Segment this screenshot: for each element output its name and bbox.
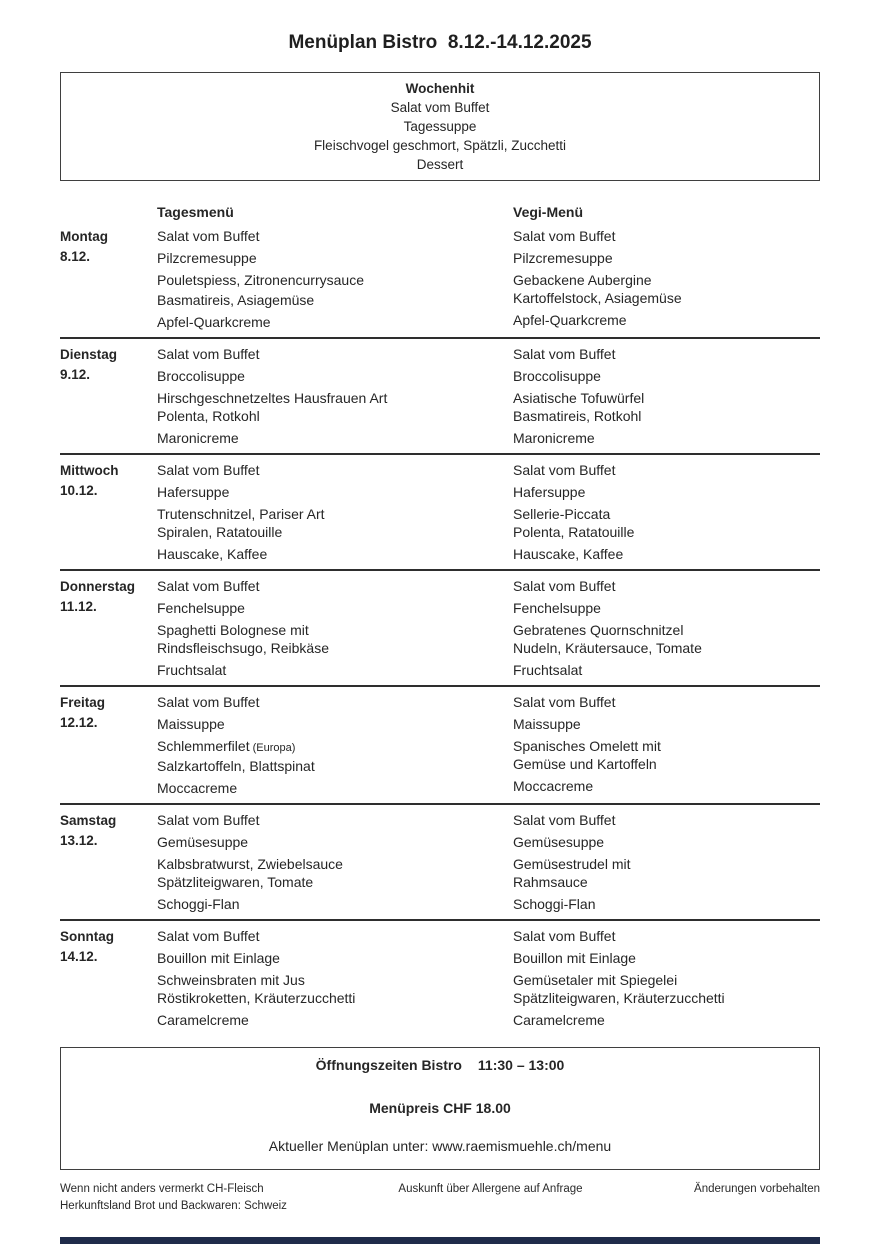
menu-item-soup: Hafersuppe (513, 484, 586, 500)
menu-item-main (157, 505, 503, 541)
menu-item-salad: Salat vom Buffet (513, 462, 616, 478)
main-line-1: Hirschgeschnetzeltes Hausfrauen Art (157, 390, 388, 406)
menu-item-main (513, 971, 810, 1007)
day-row-sonntag (60, 921, 820, 1035)
main-line-2: Salzkartoffeln, Blattspinat (157, 758, 315, 774)
menu-item-salad: Salat vom Buffet (157, 228, 260, 244)
menu-table (60, 203, 820, 1035)
day-name: Sonntag (60, 929, 114, 944)
menu-item-dessert: Hauscake, Kaffee (157, 546, 268, 562)
main-line-1: Spaghetti Bolognese mit (157, 622, 309, 638)
main-line-1: Asiatische Tofuwürfel (513, 390, 645, 406)
day-date: 14.12. (60, 949, 98, 964)
main-line-2: Rahmsauce (513, 874, 588, 890)
main-line-1: Spanisches Omelett mit (513, 738, 661, 754)
menu-item-dessert: Apfel-Quarkcreme (513, 312, 627, 328)
column-header-tagesmenu: Tagesmenü (157, 204, 234, 220)
day-date: 10.12. (60, 483, 98, 498)
menu-item-soup: Maissuppe (157, 716, 225, 732)
day-label (60, 227, 157, 331)
menu-item-salad: Salat vom Buffet (513, 228, 616, 244)
main-line-2: Nudeln, Kräutersauce, Tomate (513, 640, 702, 656)
day-label (60, 345, 157, 447)
vegi-cell (513, 227, 820, 331)
main-line-2: Polenta, Rotkohl (157, 408, 260, 424)
tagesmenu-cell (157, 227, 513, 331)
day-label (60, 577, 157, 679)
vegi-cell (513, 461, 820, 563)
day-date: 11.12. (60, 599, 97, 614)
menu-item-salad: Salat vom Buffet (513, 578, 616, 594)
page-title: Menüplan Bistro 8.12.-14.12.2025 (288, 32, 592, 53)
day-row-donnerstag (60, 571, 820, 687)
main-line-1: Trutenschnitzel, Pariser Art (157, 506, 325, 522)
menu-item-salad: Salat vom Buffet (157, 462, 260, 478)
bottom-accent-bar (60, 1237, 820, 1244)
menu-item-main (157, 971, 503, 1007)
main-line-1: Pouletspiess, Zitronencurrysauce (157, 272, 364, 288)
tagesmenu-cell (157, 927, 513, 1029)
day-row-samstag (60, 805, 820, 921)
menu-item-main (157, 621, 503, 657)
origin-note: (Europa) (252, 742, 296, 754)
day-name: Montag (60, 229, 108, 244)
menu-item-main (157, 855, 503, 891)
opening-hours-value: 11:30 – 13:00 (477, 1057, 565, 1073)
menu-item-main (513, 737, 810, 773)
menu-item-dessert: Moccacreme (513, 778, 594, 794)
day-date: 12.12. (60, 715, 98, 730)
day-row-montag (60, 221, 820, 339)
menu-item-soup: Broccolisuppe (157, 368, 245, 384)
day-label (60, 811, 157, 913)
week-hit-line: Salat vom Buffet (390, 100, 490, 115)
menu-item-salad: Salat vom Buffet (157, 346, 260, 362)
day-label (60, 461, 157, 563)
menu-item-salad: Salat vom Buffet (157, 928, 260, 944)
main-line-2: Basmatireis, Asiagemüse (157, 292, 315, 308)
menu-item-soup: Hafersuppe (157, 484, 230, 500)
week-hit-box (60, 72, 820, 181)
main-line-2: Kartoffelstock, Asiagemüse (513, 290, 682, 306)
menu-item-main (513, 271, 810, 307)
tagesmenu-cell (157, 461, 513, 563)
menu-item-dessert: Hauscake, Kaffee (513, 546, 624, 562)
menu-item-salad: Salat vom Buffet (513, 812, 616, 828)
menu-item-soup: Bouillon mit Einlage (513, 950, 636, 966)
day-row-dienstag (60, 339, 820, 455)
vegi-cell (513, 693, 820, 797)
main-line-1: Gebackene Aubergine (513, 272, 652, 288)
menu-item-main (157, 737, 503, 775)
vegi-cell (513, 577, 820, 679)
menu-item-salad: Salat vom Buffet (157, 578, 260, 594)
main-line-2: Gemüse und Kartoffeln (513, 756, 657, 772)
menu-item-dessert: Caramelcreme (513, 1012, 605, 1028)
main-line-1: Gemüsestrudel mit (513, 856, 631, 872)
main-line-2: Rindsfleischsugo, Reibkäse (157, 640, 329, 656)
day-column-spacer (60, 203, 157, 221)
main-line-1: Gemüsetaler mit Spiegelei (513, 972, 678, 988)
vegi-cell (513, 345, 820, 447)
menu-item-soup: Fenchelsuppe (513, 600, 601, 616)
menu-item-soup: Gemüsesuppe (157, 834, 249, 850)
main-line-2: Spiralen, Ratatouille (157, 524, 283, 540)
menu-item-main (157, 271, 503, 309)
vegi-cell (513, 927, 820, 1029)
week-hit-line: Tagessuppe (403, 119, 477, 134)
day-name: Dienstag (60, 347, 118, 362)
menu-item-dessert: Schoggi-Flan (157, 896, 240, 912)
day-date: 13.12. (60, 833, 98, 848)
main-line-2: Basmatireis, Rotkohl (513, 408, 642, 424)
menu-item-main (513, 621, 810, 657)
week-hit-heading: Wochenhit (405, 81, 475, 96)
main-line-2: Röstikroketten, Kräuterzucchetti (157, 990, 356, 1006)
menu-item-main (513, 855, 810, 891)
menu-item-main (513, 389, 810, 425)
menu-item-soup: Pilzcremesuppe (157, 250, 257, 266)
day-name: Samstag (60, 813, 117, 828)
main-line-1: Schweinsbraten mit Jus (157, 972, 305, 988)
main-line-2: Spätzliteigwaren, Kräuterzucchetti (513, 990, 725, 1006)
menu-item-salad: Salat vom Buffet (157, 694, 260, 710)
main-line-2: Polenta, Ratatouille (513, 524, 635, 540)
menu-item-soup: Bouillon mit Einlage (157, 950, 280, 966)
footer-changes-note: Änderungen vorbehalten (694, 1183, 820, 1195)
table-header-row (60, 203, 820, 221)
menu-item-soup: Maissuppe (513, 716, 581, 732)
opening-hours-label: Öffnungszeiten Bistro (315, 1057, 462, 1073)
week-hit-line: Fleischvogel geschmort, Spätzli, Zucchetti (313, 138, 567, 153)
menu-item-dessert: Maronicreme (513, 430, 595, 446)
footer-meat-origin (60, 1181, 287, 1215)
menu-link-line: Aktueller Menüplan unter: www.raemismuehle.ch/menu (268, 1138, 612, 1154)
page-footer (60, 1181, 820, 1215)
menu-item-dessert: Maronicreme (157, 430, 239, 446)
footer-left-line1: Wenn nicht anders vermerkt CH-Fleisch (60, 1183, 264, 1195)
day-name: Mittwoch (60, 463, 119, 478)
main-line-1: Schlemmerfilet (Europa) (157, 738, 296, 754)
day-label (60, 693, 157, 797)
menu-price: Menüpreis CHF 18.00 (369, 1100, 511, 1116)
menu-item-soup: Fenchelsuppe (157, 600, 245, 616)
tagesmenu-cell (157, 345, 513, 447)
opening-hours-line (61, 1056, 819, 1075)
opening-info-box (60, 1047, 820, 1170)
day-date: 8.12. (60, 249, 91, 264)
menu-item-salad: Salat vom Buffet (157, 812, 260, 828)
tagesmenu-cell (157, 811, 513, 913)
tagesmenu-cell (157, 577, 513, 679)
menu-item-main (513, 505, 810, 541)
day-label (60, 927, 157, 1029)
day-name: Freitag (60, 695, 106, 710)
menu-item-soup: Gemüsesuppe (513, 834, 605, 850)
main-line-1: Gebratenes Quornschnitzel (513, 622, 684, 638)
day-row-mittwoch (60, 455, 820, 571)
menu-item-main (157, 389, 503, 425)
menu-item-dessert: Fruchtsalat (513, 662, 583, 678)
day-row-freitag (60, 687, 820, 805)
menu-item-salad: Salat vom Buffet (513, 346, 616, 362)
menu-item-dessert: Moccacreme (157, 780, 238, 796)
day-name: Donnerstag (60, 579, 136, 594)
menu-item-dessert: Fruchtsalat (157, 662, 227, 678)
menu-item-soup: Pilzcremesuppe (513, 250, 613, 266)
column-header-vegi: Vegi-Menü (513, 204, 584, 220)
menu-item-soup: Broccolisuppe (513, 368, 601, 384)
menu-item-dessert: Apfel-Quarkcreme (157, 314, 271, 330)
footer-allergen-note: Auskunft über Allergene auf Anfrage (398, 1183, 583, 1195)
vegi-cell (513, 811, 820, 913)
menu-item-dessert: Schoggi-Flan (513, 896, 596, 912)
menu-item-salad: Salat vom Buffet (513, 694, 616, 710)
main-line-2: Spätzliteigwaren, Tomate (157, 874, 314, 890)
footer-left-line2: Herkunftsland Brot und Backwaren: Schweiz (60, 1200, 287, 1212)
day-date: 9.12. (60, 367, 91, 382)
menu-item-dessert: Caramelcreme (157, 1012, 249, 1028)
week-hit-line: Dessert (416, 157, 464, 172)
menu-item-salad: Salat vom Buffet (513, 928, 616, 944)
tagesmenu-cell (157, 693, 513, 797)
main-line-1: Sellerie-Piccata (513, 506, 611, 522)
main-line-1: Kalbsbratwurst, Zwiebelsauce (157, 856, 343, 872)
